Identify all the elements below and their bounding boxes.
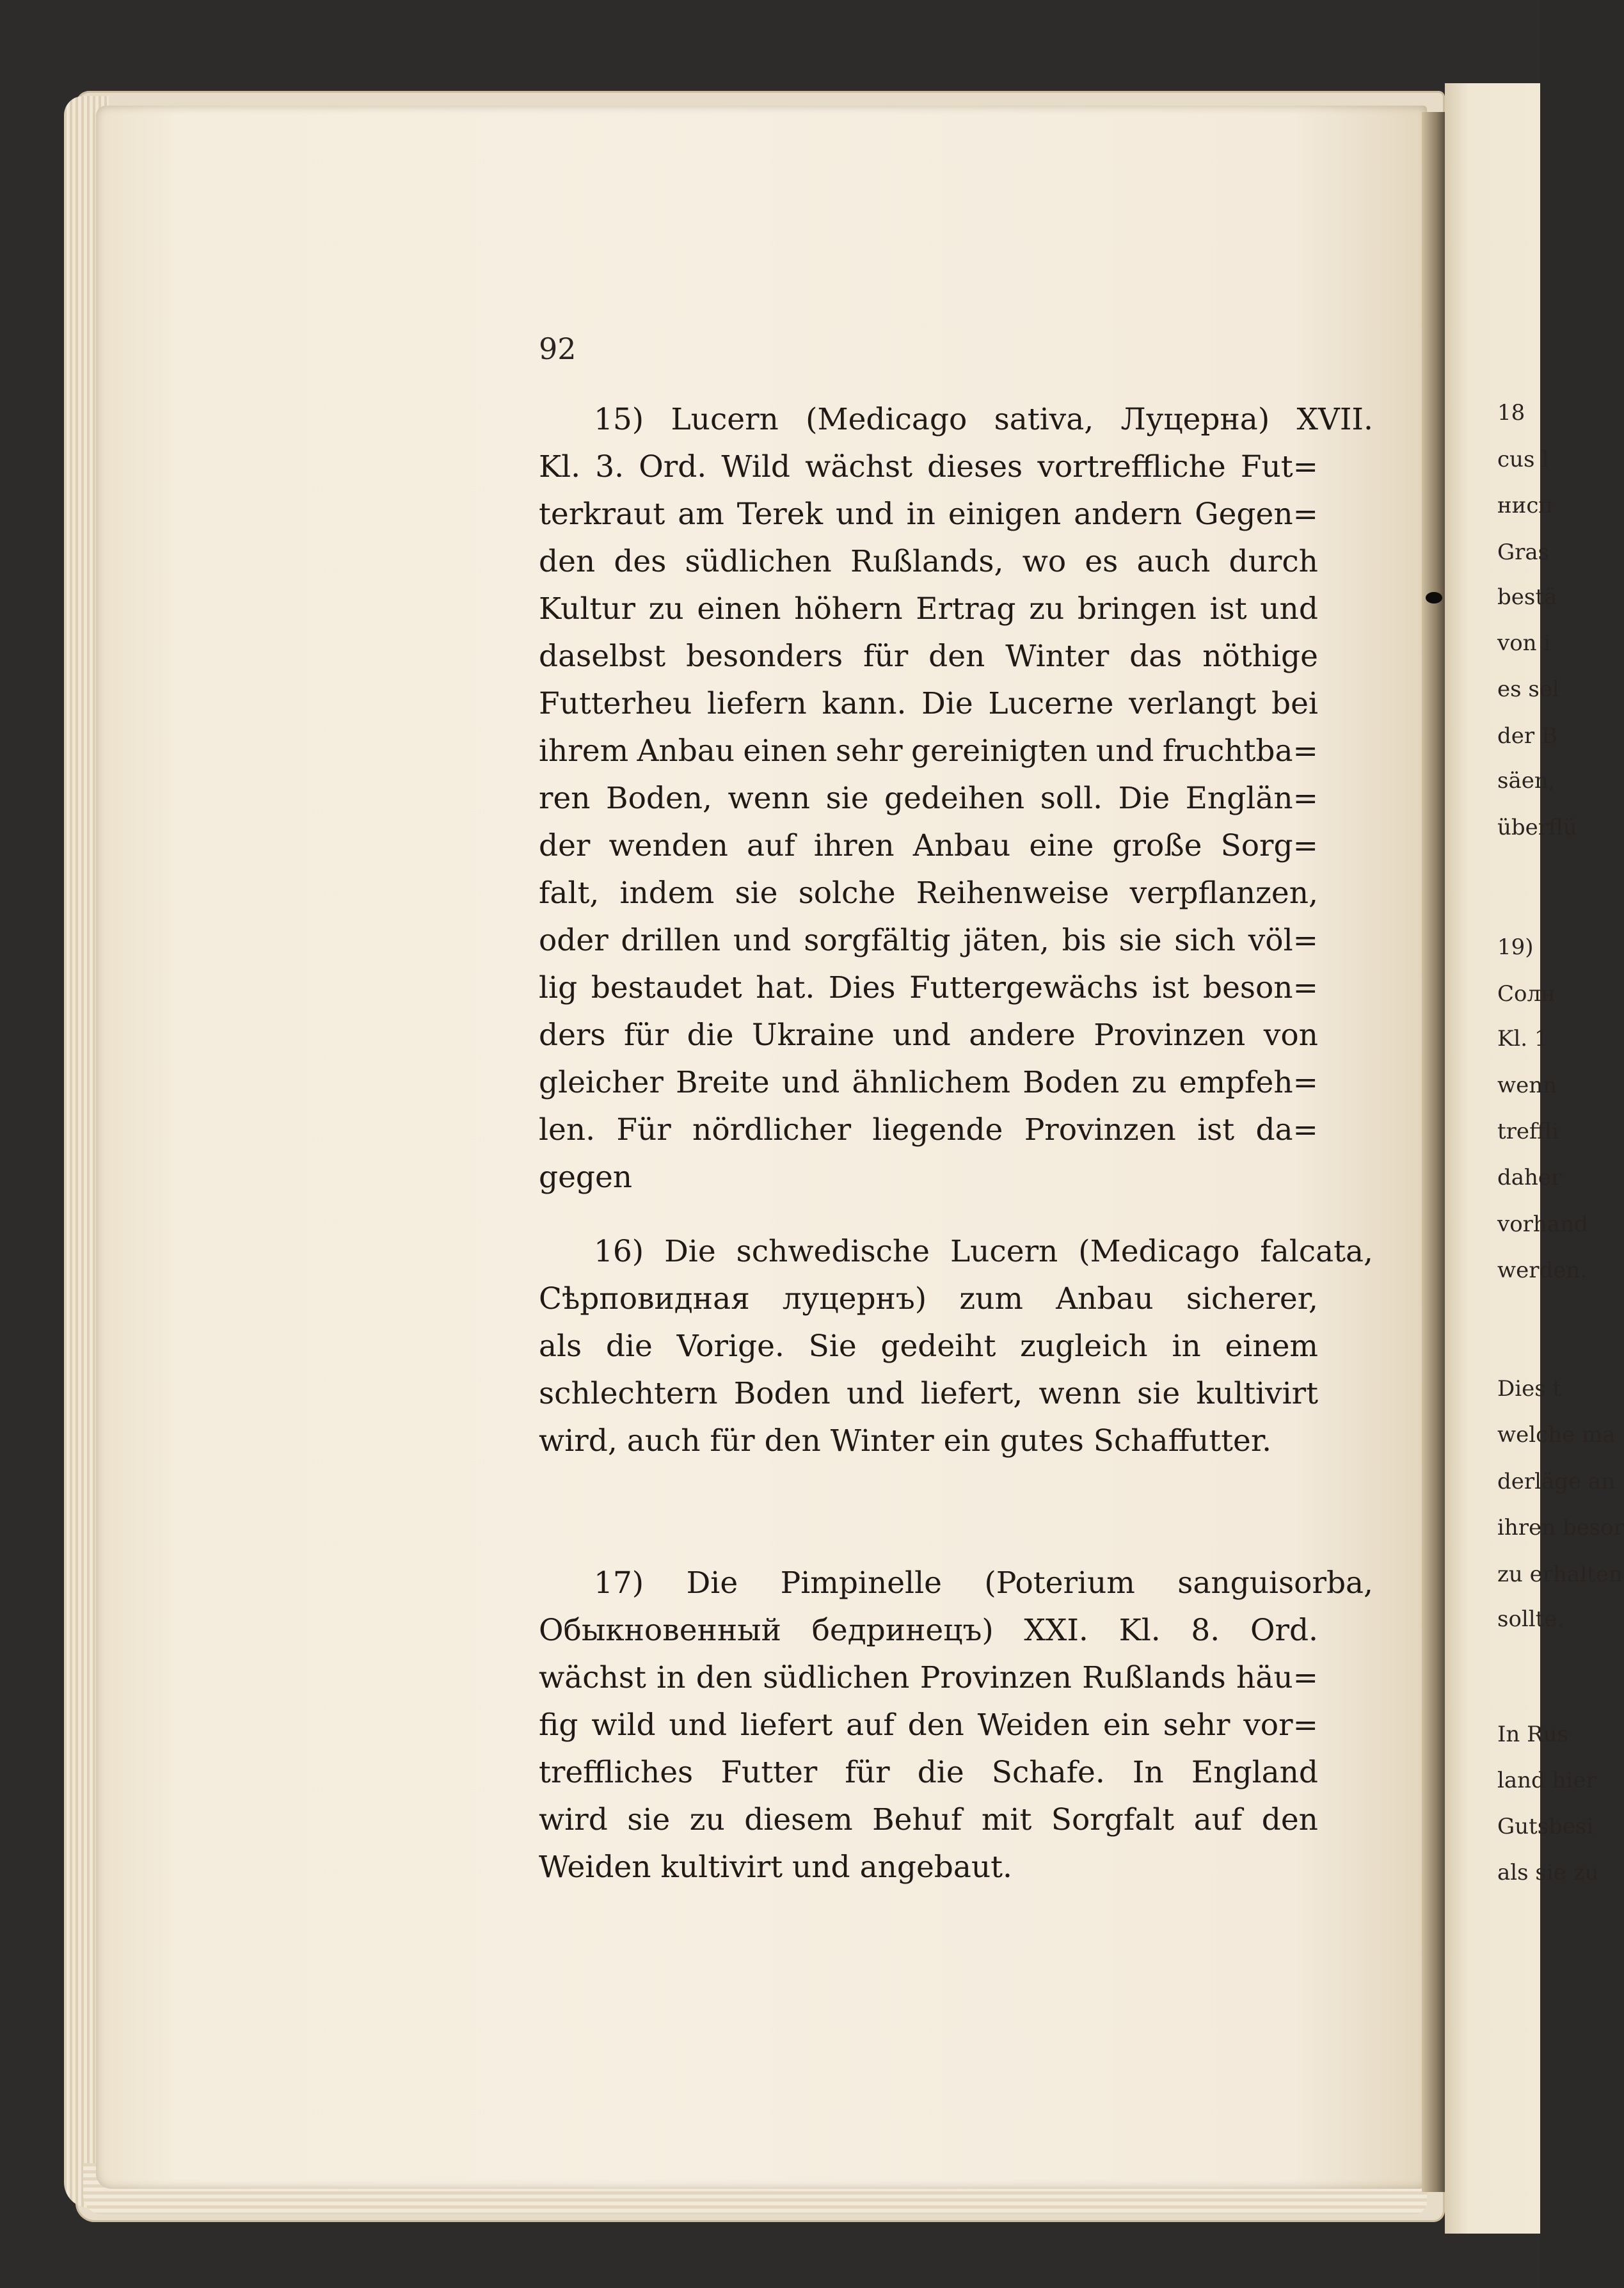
text-line: len. Für nördlicher liegende Provinzen ist da= [539,1112,1318,1148]
text-line: der wenden auf ihren Anbau eine große Sorg= [539,828,1318,863]
ink-mark [1426,592,1442,604]
text-line: gleicher Breite und ähnlichem Boden zu empfeh= [539,1065,1318,1100]
facing-page-fragment: 18 [1497,400,1525,426]
facing-page-fragment: als sie zu [1497,1860,1599,1885]
text-line: terkraut am Terek und in einigen andern Gegen= [539,497,1318,532]
text-line: wächst in den südlichen Provinzen Rußlands häu= [539,1660,1318,1695]
text-line: Сѣрповидная луцернъ) zum Anbau sicherer, [539,1281,1318,1316]
text-line: treffliches Futter für die Schafe. In England [539,1755,1318,1790]
facing-page-fragment: treffli [1497,1119,1559,1144]
text-line: als die Vorige. Sie gedeiht zugleich in einem [539,1329,1318,1364]
facing-page-fragment: bestä [1497,584,1557,610]
text-line: ren Boden, wenn sie gedeihen soll. Die Englän= [539,781,1318,816]
facing-page-fragment: sollte. [1497,1606,1564,1632]
book-gutter [1422,112,1447,2192]
facing-page-fragment: derläge an [1497,1469,1616,1494]
text-line: Обыкновенный бедринецъ) XXI. Kl. 8. Ord. [539,1613,1318,1648]
facing-page-fragment: Gutsbesi [1497,1814,1594,1839]
facing-page-fragment: Gras [1497,540,1550,565]
text-line: ihrem Anbau einen sehr gereinigten und fruchtba= [539,733,1318,769]
facing-page-fragment: Солн [1497,981,1556,1007]
text-line: Weiden kultivirt und angebaut. [539,1850,1012,1885]
text-line: 15) Lucern (Medicago sativa, Луцерна) XVII. [594,402,1373,437]
text-line: 16) Die schwedische Lucern (Medicago falcata, [594,1234,1373,1269]
text-line: oder drillen und sorgfältig jäten, bis sie sich völ= [539,923,1318,958]
text-line: Futterheu liefern kann. Die Lucerne verlangt bei [539,686,1318,721]
facing-page-fragment: In Rus [1497,1722,1569,1747]
facing-page-fragment: Dies t [1497,1376,1562,1402]
text-line: wird, auch für den Winter ein gutes Schaffutter. [539,1423,1272,1459]
text-line: gegen [539,1160,633,1195]
text-line: 17) Die Pimpinelle (Poterium sanguisorba, [594,1565,1373,1601]
text-line: Kultur zu einen höhern Ertrag zu bringen ist und [539,591,1318,627]
text-line: fig wild und liefert auf den Weiden ein sehr vor= [539,1708,1318,1743]
facing-page-fragment: 19) [1497,934,1534,960]
facing-page-fragment: zu erhalten [1497,1562,1623,1587]
text-line: daselbst besonders für den Winter das nöthige [539,639,1318,674]
facing-page-fragment: wenn [1497,1073,1557,1098]
facing-page-fragment: es sel [1497,676,1559,702]
facing-page-fragment: überflü [1497,815,1577,840]
facing-page-fragment: vorhand [1497,1212,1588,1237]
facing-page-fragment: cus l [1497,447,1549,472]
facing-page-fragment: welche ma [1497,1422,1616,1448]
text-line: den des südlichen Rußlands, wo es auch durch [539,544,1318,579]
facing-page-fragment: ihren besor [1497,1515,1624,1540]
facing-page-fragment: land hier [1497,1768,1596,1793]
facing-page-fragment: säen, [1497,768,1556,794]
text-line: falt, indem sie solche Reihenweise verpflanzen, [539,876,1318,911]
facing-page-fragment: der B [1497,723,1557,749]
facing-page-fragment: нисп [1497,493,1554,518]
facing-page-fragment: daher [1497,1165,1562,1190]
text-line: lig bestaudet hat. Dies Futtergewächs ist beson= [539,970,1318,1005]
text-line: wird sie zu diesem Behuf mit Sorgfalt auf den [539,1802,1318,1837]
facing-page-fragment: werden. [1497,1258,1588,1283]
text-line: Kl. 3. Ord. Wild wächst dieses vortreffliche Fut= [539,449,1318,484]
text-line: schlechtern Boden und liefert, wenn sie kultivirt [539,1376,1318,1411]
facing-page-fragment: Kl. 1 [1497,1026,1548,1052]
text-line: ders für die Ukraine und andere Provinzen von [539,1018,1318,1053]
facing-page-fragment: von i [1497,630,1551,656]
page-number: 92 [539,332,577,366]
